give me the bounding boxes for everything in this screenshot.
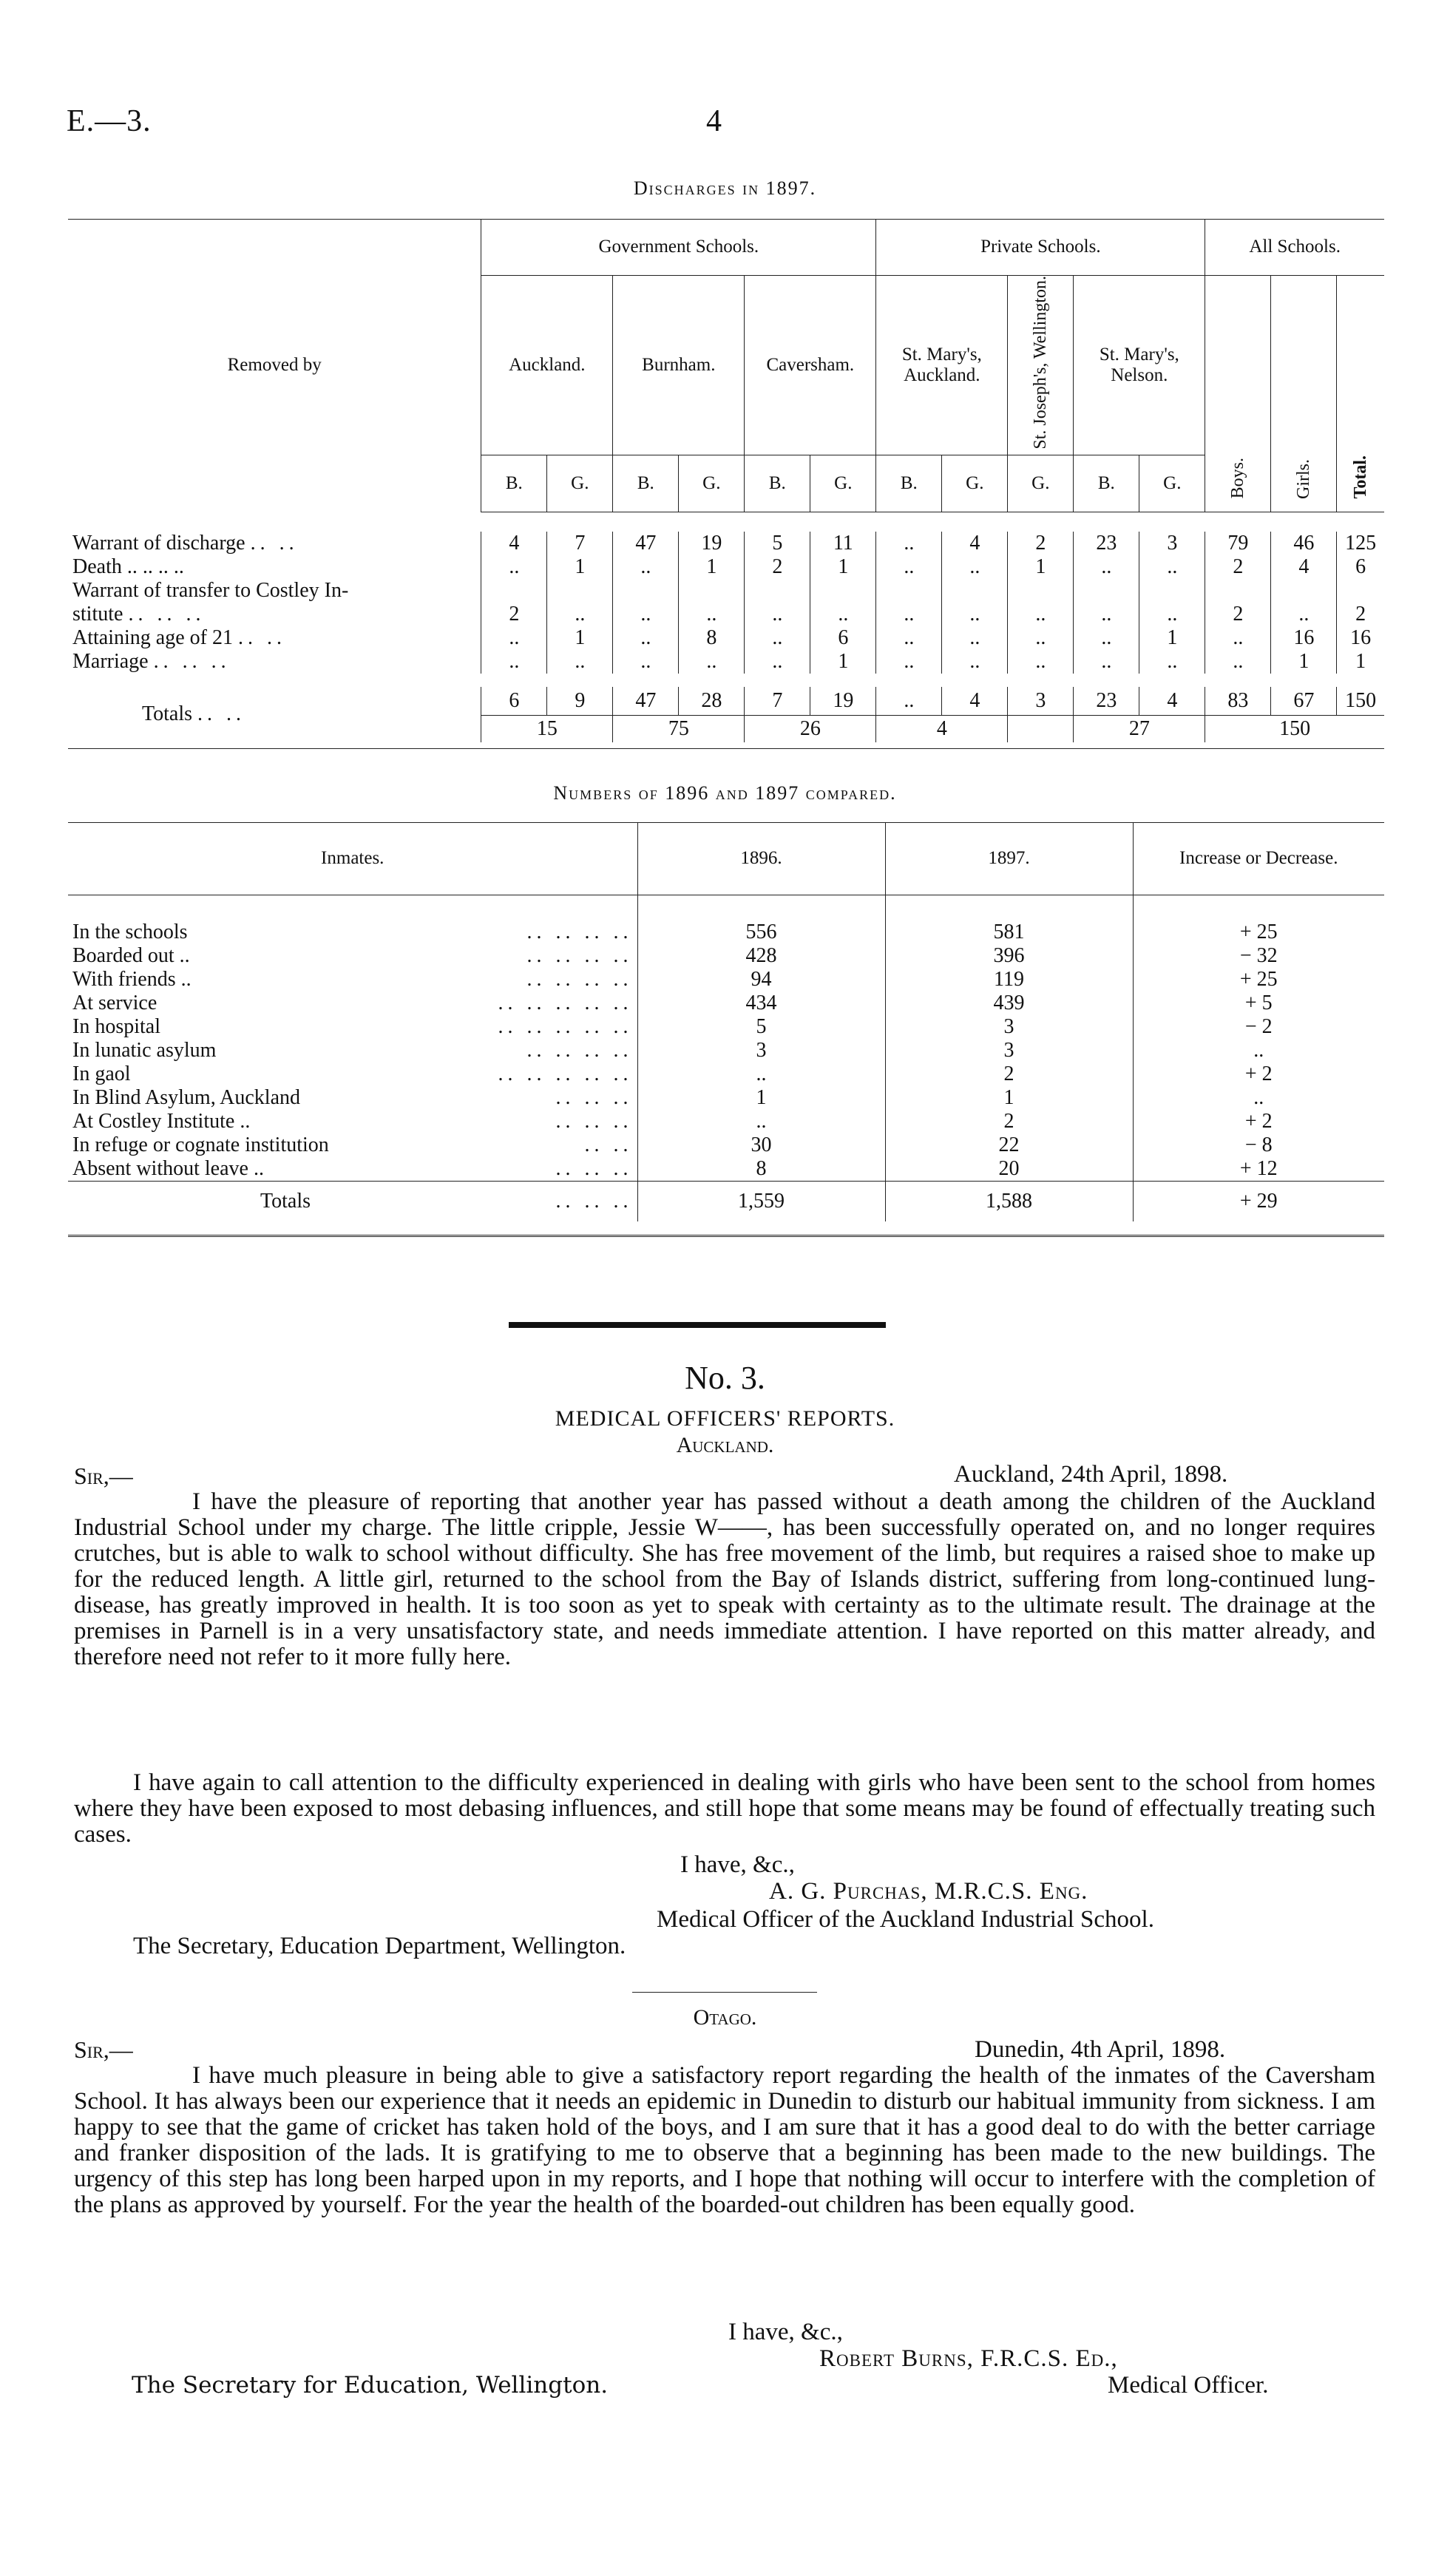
totals-cell: 67: [1271, 687, 1337, 716]
value-1897: 439: [885, 992, 1133, 1015]
total-1897: 1,588: [885, 1182, 1133, 1222]
table-cell: ..: [613, 603, 679, 626]
row-label: Warrant of discharge .. ..: [72, 531, 299, 555]
table-cell: ..: [481, 650, 547, 674]
table-row: [68, 650, 1384, 674]
table-cell: ..: [745, 650, 810, 674]
table-row: [68, 968, 1384, 992]
table-cell: 4: [1271, 555, 1337, 579]
section-divider: [509, 1322, 886, 1328]
table-row: [68, 944, 1384, 968]
table-cell: [679, 579, 745, 603]
sub-header: G.: [1139, 455, 1205, 512]
auckland-header: Auckland.: [481, 276, 613, 455]
sub-header: B.: [745, 455, 810, 512]
table-row: [68, 579, 1384, 603]
value-1897: 2: [885, 1110, 1133, 1133]
table-cell: [876, 579, 942, 603]
table-cell: 2: [1205, 603, 1271, 626]
auckland-paragraph-2: I have again to call attention to the difficulty experienced in dealing with girls who have been sent to the school from homes where they have been exposed to most debasing influences, and still hope that some means may be found of effectually treating such cases.: [74, 1769, 1375, 1848]
table-cell: 6: [810, 626, 876, 650]
value-1897: 22: [885, 1133, 1133, 1157]
totals-row: [68, 687, 1384, 716]
table-cell: ..: [876, 603, 942, 626]
table-cell: 46: [1271, 532, 1337, 555]
table-cell: 7: [547, 532, 613, 555]
table-cell: ..: [1139, 555, 1205, 579]
table-cell: ..: [1074, 626, 1139, 650]
value-change: − 8: [1133, 1133, 1384, 1157]
row-label: Warrant of transfer to Costley In-: [72, 578, 349, 602]
table-cell: ..: [1074, 650, 1139, 674]
table-cell: ..: [876, 626, 942, 650]
table-cell: 1: [679, 555, 745, 579]
table-cell: ..: [942, 650, 1008, 674]
removed-by-header: Removed by: [227, 355, 322, 376]
table-cell: [1008, 579, 1074, 603]
table-cell: [481, 579, 547, 603]
totals-row: [68, 1182, 1384, 1222]
table-cell: 1: [1008, 555, 1074, 579]
totals-cell: 3: [1008, 687, 1074, 716]
row-label: Boarded out .. .. .. .. ..: [72, 944, 633, 967]
auckland-dateline: Auckland, 24th April, 1898.: [954, 1461, 1228, 1488]
year-1896-header: 1896.: [637, 822, 885, 895]
totals-cell: 4: [942, 687, 1008, 716]
table-cell: 2: [1337, 603, 1384, 626]
value-change: − 32: [1133, 944, 1384, 968]
value-change: + 2: [1133, 1110, 1384, 1133]
value-1896: 5: [637, 1015, 885, 1039]
totals-cell: 83: [1205, 687, 1271, 716]
group-total: 15: [481, 715, 613, 742]
value-1897: 581: [885, 921, 1133, 944]
st-josephs-header: St. Joseph's, Wellington.: [1008, 276, 1074, 455]
table-cell: ..: [481, 555, 547, 579]
sub-header: B.: [876, 455, 942, 512]
value-1897: 3: [885, 1015, 1133, 1039]
total-header: Total.: [1337, 276, 1384, 512]
value-1896: ..: [637, 1110, 885, 1133]
table-row: [68, 603, 1384, 626]
table-row: [68, 1039, 1384, 1062]
table-cell: ..: [810, 603, 876, 626]
table-row: [68, 992, 1384, 1015]
total-1896: 1,559: [637, 1182, 885, 1222]
row-label: At service .. .. .. .. ..: [72, 992, 633, 1014]
auckland-salutation: Sir,—: [74, 1462, 133, 1489]
value-1896: 94: [637, 968, 885, 992]
table-cell: ..: [613, 626, 679, 650]
otago-closing: I have, &c.,: [728, 2319, 843, 2345]
inmates-header: Inmates.: [321, 848, 384, 868]
table-cell: 5: [745, 532, 810, 555]
table-cell: 2: [1008, 532, 1074, 555]
totals-cell: 7: [745, 687, 810, 716]
table-cell: ..: [1139, 650, 1205, 674]
numbers-table: [68, 822, 1384, 1237]
table-cell: ..: [1205, 626, 1271, 650]
table-row: [68, 1015, 1384, 1039]
row-label: Attaining age of 21 .. ..: [72, 626, 286, 649]
caversham-header: Caversham.: [745, 276, 876, 455]
sub-header: B.: [1074, 455, 1139, 512]
otago-addressee: The Secretary for Education, Wellington.: [132, 2372, 609, 2399]
report-separator: [632, 1992, 817, 1993]
table-cell: 2: [481, 603, 547, 626]
table-row: [68, 555, 1384, 579]
otago-heading: Otago.: [693, 2005, 757, 2030]
group-total: 26: [745, 715, 876, 742]
st-marys-auckland-header: St. Mary's, Auckland.: [876, 276, 1008, 455]
auckland-signatory: A. G. Purchas, M.R.C.S. Eng.: [769, 1878, 1088, 1905]
reports-heading: MEDICAL OFFICERS' REPORTS.: [555, 1406, 895, 1431]
table-cell: ..: [613, 650, 679, 674]
table-cell: ..: [745, 603, 810, 626]
otago-paragraph-1: I have much pleasure in being able to give a satisfactory report regarding the health of the inmates of the Caversham School. It has always been our experience that it needs an epidemic in Dunedin to disturb our habitual immunity from sickness. I am happy to see that the game of cricket has taken hold of the boys, and I am sure that it has a good deal to do with the better carriage and franker disposition of the lads. It is gratifying to me to observe that a beginning has been made to the new buildings. The urgency of this step has long been harped upon in my reports, and I hope that nothing will occur to interfere with the completion of the plans as approved by yourself. For the year the health of the boarded-out children has been equally good.: [74, 2062, 1375, 2218]
table-cell: 1: [547, 555, 613, 579]
row-label: In Blind Asylum, Auckland .. .. ..: [72, 1086, 633, 1109]
sub-header: B.: [613, 455, 679, 512]
row-label: In lunatic asylum .. .. .. ..: [72, 1039, 633, 1062]
value-1896: 556: [637, 921, 885, 944]
total-change: + 29: [1133, 1182, 1384, 1222]
table-cell: 16: [1337, 626, 1384, 650]
table-cell: 8: [679, 626, 745, 650]
report-number: No. 3.: [685, 1360, 765, 1396]
table-cell: ..: [876, 532, 942, 555]
table-cell: ..: [942, 626, 1008, 650]
table-row: [68, 1133, 1384, 1157]
row-label: In gaol .. .. .. .. ..: [72, 1062, 633, 1085]
page-number: 4: [706, 104, 722, 138]
table-row: [68, 1157, 1384, 1182]
table-cell: 125: [1337, 532, 1384, 555]
auckland-addressee: The Secretary, Education Department, Wellington.: [133, 1933, 626, 1959]
table-cell: ..: [481, 626, 547, 650]
value-1897: 3: [885, 1039, 1133, 1062]
totals-cell: 23: [1074, 687, 1139, 716]
otago-signatory-title: Medical Officer.: [1108, 2372, 1269, 2399]
table-cell: [745, 579, 810, 603]
table-cell: ..: [547, 603, 613, 626]
table-cell: 11: [810, 532, 876, 555]
value-1896: 30: [637, 1133, 885, 1157]
table-cell: [942, 579, 1008, 603]
table-row: [68, 921, 1384, 944]
value-1897: 1: [885, 1086, 1133, 1110]
table-cell: 1: [547, 626, 613, 650]
totals-cell: 47: [613, 687, 679, 716]
value-1896: ..: [637, 1062, 885, 1086]
totals-cell: 150: [1337, 687, 1384, 716]
value-change: + 5: [1133, 992, 1384, 1015]
table-cell: [547, 579, 613, 603]
table-cell: ..: [876, 650, 942, 674]
group-total: 75: [613, 715, 745, 742]
private-schools-header: Private Schools.: [876, 219, 1205, 276]
auckland-closing: I have, &c.,: [680, 1851, 795, 1878]
table-cell: ..: [1008, 650, 1074, 674]
row-label: With friends .. .. .. .. ..: [72, 968, 633, 991]
row-label: In hospital .. .. .. .. ..: [72, 1015, 633, 1038]
st-marys-nelson-header: St. Mary's, Nelson.: [1074, 276, 1205, 455]
table-cell: 23: [1074, 532, 1139, 555]
table-cell: [1337, 579, 1384, 603]
row-label: In the schools .. .. .. ..: [72, 921, 633, 943]
table-cell: 16: [1271, 626, 1337, 650]
totals-cell: 6: [481, 687, 547, 716]
discharges-table: [68, 219, 1384, 749]
table-row: [68, 1110, 1384, 1133]
table-cell: 1: [810, 555, 876, 579]
value-change: + 12: [1133, 1157, 1384, 1182]
row-label: In refuge or cognate institution .. ..: [72, 1133, 633, 1156]
value-change: ..: [1133, 1086, 1384, 1110]
table-row: [68, 1062, 1384, 1086]
value-1896: 3: [637, 1039, 885, 1062]
value-change: ..: [1133, 1039, 1384, 1062]
value-1897: 119: [885, 968, 1133, 992]
document-reference: E.—3.: [67, 104, 152, 138]
burnham-header: Burnham.: [613, 276, 745, 455]
table-cell: ..: [1205, 650, 1271, 674]
value-change: + 25: [1133, 921, 1384, 944]
table-cell: ..: [1139, 603, 1205, 626]
group-total: 150: [1205, 715, 1384, 742]
row-label: stitute .. .. ..: [72, 602, 206, 626]
group-total: 4: [876, 715, 1008, 742]
all-schools-header: All Schools.: [1205, 219, 1384, 276]
table-cell: 2: [1205, 555, 1271, 579]
value-1897: 20: [885, 1157, 1133, 1182]
table-row: [68, 626, 1384, 650]
value-1897: 396: [885, 944, 1133, 968]
otago-signatory: Robert Burns, F.R.C.S. Ed.,: [819, 2345, 1118, 2372]
table-cell: 4: [481, 532, 547, 555]
table-cell: [1205, 579, 1271, 603]
sub-header: B.: [481, 455, 547, 512]
sub-header: G.: [679, 455, 745, 512]
table-cell: 79: [1205, 532, 1271, 555]
table-row: [68, 532, 1384, 555]
table-cell: ..: [1074, 555, 1139, 579]
year-1897-header: 1897.: [885, 822, 1133, 895]
auckland-paragraph-1: I have the pleasure of reporting that another year has passed without a death among the children of the Auckland Industrial School under my charge. The little cripple, Jessie W——, has been successfully operated on, and no longer requires crutches, but is able to walk to school without difficulty. She has free movement of the limb, but requires a raised shoe to make up for the reduced length. A little girl, returned to the school from the Bay of Islands district, suffering from long-continued lung-disease, has greatly improved in health. It is too soon as yet to speak with certainty as to the ultimate result. The drainage at the premises in Parnell is in a very unsatisfactory state, and needs immediate attention. I have reported on this matter already, and therefore need not refer to it more fully here.: [74, 1488, 1375, 1670]
table-cell: ..: [745, 626, 810, 650]
auckland-heading: Auckland.: [676, 1433, 774, 1457]
table-cell: 3: [1139, 532, 1205, 555]
value-change: + 25: [1133, 968, 1384, 992]
table-cell: 1: [810, 650, 876, 674]
row-label: Marriage .. .. ..: [72, 649, 231, 673]
table-cell: ..: [1008, 603, 1074, 626]
table-cell: ..: [1271, 603, 1337, 626]
totals-cell: 28: [679, 687, 745, 716]
table-cell: [1271, 579, 1337, 603]
value-1896: 8: [637, 1157, 885, 1182]
table-cell: ..: [679, 603, 745, 626]
value-1897: 2: [885, 1062, 1133, 1086]
table-cell: ..: [679, 650, 745, 674]
table-cell: [1139, 579, 1205, 603]
totals-cell: 19: [810, 687, 876, 716]
totals-label: Totals .. .. ..: [260, 1190, 633, 1213]
numbers-title: Numbers of 1896 and 1897 compared.: [553, 782, 897, 804]
table-row: [68, 1086, 1384, 1110]
row-label: At Costley Institute .. .. .. ..: [72, 1110, 633, 1133]
totals-label: Totals .. ..: [142, 702, 246, 726]
group-total: [1008, 715, 1074, 742]
table-cell: 2: [745, 555, 810, 579]
value-change: − 2: [1133, 1015, 1384, 1039]
table-cell: [1074, 579, 1139, 603]
sub-header: G.: [810, 455, 876, 512]
row-label: Death .. .. .. ..: [72, 555, 184, 578]
table-cell: ..: [547, 650, 613, 674]
table-cell: 1: [1139, 626, 1205, 650]
table-cell: ..: [1074, 603, 1139, 626]
auckland-signatory-title: Medical Officer of the Auckland Industrial School.: [657, 1906, 1154, 1933]
sub-header: G.: [1008, 455, 1074, 512]
table-cell: ..: [613, 555, 679, 579]
value-change: + 2: [1133, 1062, 1384, 1086]
value-1896: 434: [637, 992, 885, 1015]
sub-header: G.: [942, 455, 1008, 512]
otago-dateline: Dunedin, 4th April, 1898.: [975, 2036, 1226, 2063]
table-cell: [810, 579, 876, 603]
table-cell: 4: [942, 532, 1008, 555]
table-cell: 6: [1337, 555, 1384, 579]
row-label: Absent without leave .. .. .. ..: [72, 1157, 633, 1180]
government-schools-header: Government Schools.: [481, 219, 876, 276]
table-cell: ..: [876, 555, 942, 579]
girls-header: Girls.: [1271, 276, 1337, 512]
value-1896: 428: [637, 944, 885, 968]
discharges-title: Discharges in 1897.: [633, 177, 817, 199]
table-cell: 47: [613, 532, 679, 555]
change-header: Increase or Decrease.: [1133, 822, 1384, 895]
totals-cell: ..: [876, 687, 942, 716]
totals-cell: 9: [547, 687, 613, 716]
table-cell: [613, 579, 679, 603]
table-cell: ..: [942, 603, 1008, 626]
group-total: 27: [1074, 715, 1205, 742]
otago-salutation: Sir,—: [74, 2036, 133, 2063]
sub-header: G.: [547, 455, 613, 512]
table-cell: 1: [1271, 650, 1337, 674]
table-cell: ..: [1008, 626, 1074, 650]
boys-header: Boys.: [1205, 276, 1271, 512]
table-cell: 1: [1337, 650, 1384, 674]
totals-cell: 4: [1139, 687, 1205, 716]
value-1896: 1: [637, 1086, 885, 1110]
table-cell: 19: [679, 532, 745, 555]
table-cell: ..: [942, 555, 1008, 579]
